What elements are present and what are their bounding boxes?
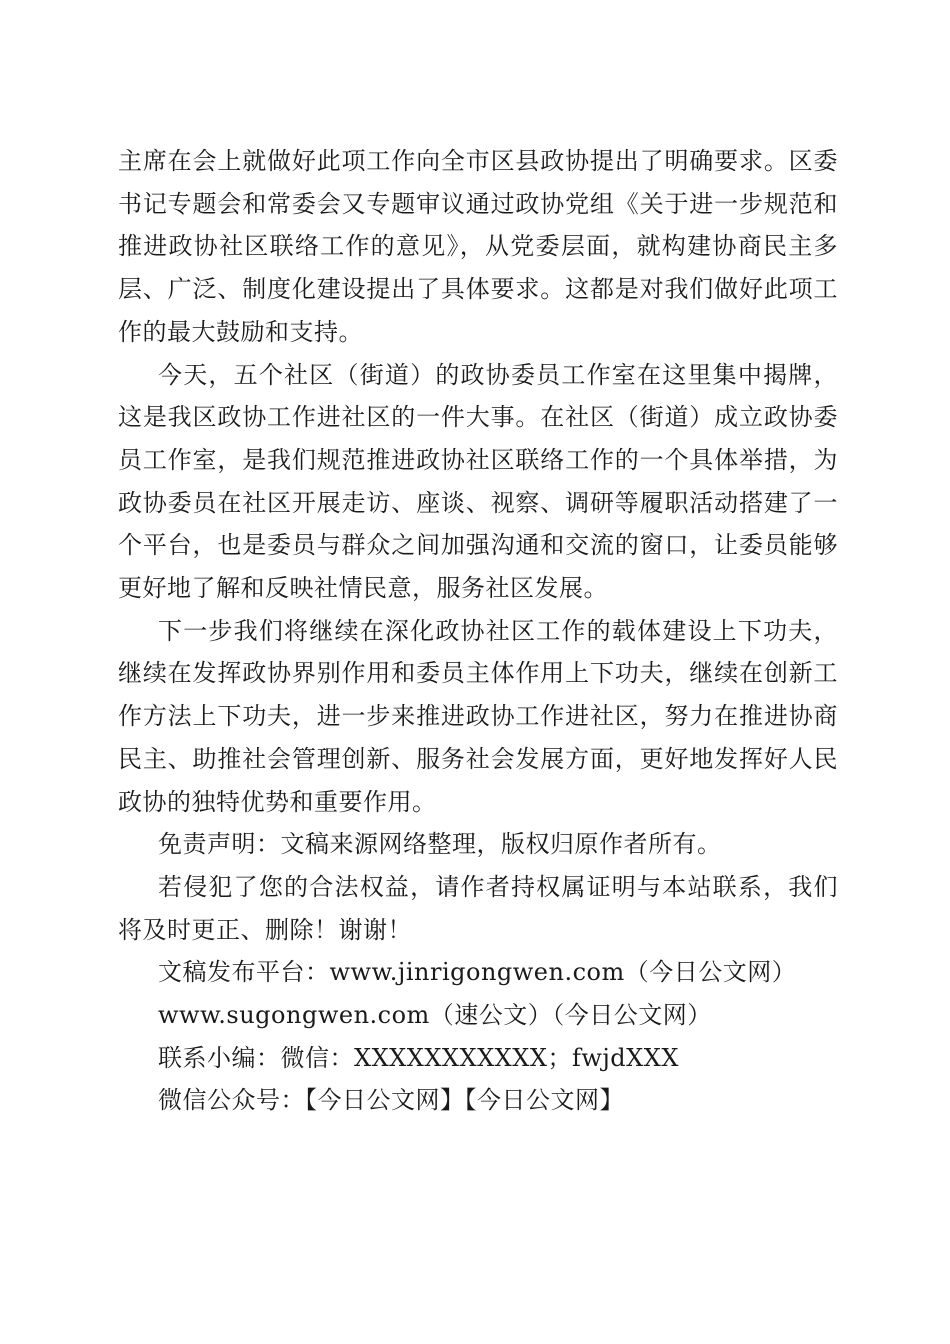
paragraph-continued-requirements: 主席在会上就做好此项工作向全市区县政协提出了明确要求。区委书记专题会和常委会又专题审议通过政协党组《关于进一步规范和推进政协社区联络工作的意见》，从党委层面，就构建协商民主多层、广泛、制度化建设提出了具体要求。这都是对我们做好此项工作的最大鼓励和支持。 — [118, 147, 838, 346]
footer-platform-line: 文稿发布平台：www.jinrigongwen.com（今日公文网） — [158, 958, 797, 987]
footer-website-line: www.sugongwen.com（速公文）（今日公文网） — [158, 1001, 712, 1030]
paragraph-infringement-notice: 若侵犯了您的合法权益，请作者持权属证明与本站联系，我们将及时更正、删除！谢谢！ — [118, 872, 838, 944]
paragraph-disclaimer: 免责声明：文稿来源网络整理，版权归原作者所有。 — [158, 830, 722, 859]
document-page — [118, 140, 838, 1122]
paragraph-next-steps: 下一步我们将继续在深化政协社区工作的载体建设上下功夫，继续在发挥政协界别作用和委员主体作用上下功夫，继续在创新工作方法上下功夫，进一步来推进政协工作进社区，努力在推进协商民主、助推社会管理创新、服务社会发展方面，更好地发挥好人民政协的独特优势和重要作用。 — [118, 616, 838, 816]
paragraph-studio-unveiling: 今天，五个社区（街道）的政协委员工作室在这里集中揭牌，这是我区政协工作进社区的一件大事。在社区（街道）成立政协委员工作室，是我们规范推进政协社区联络工作的一个具体举措，为政协委员在社区开展走访、座谈、视察、调研等履职活动搭建了一个平台，也是委员与群众之间加强沟通和交流的窗口，让委员能够更好地了解和反映社情民意，服务社区发展。 — [118, 360, 838, 603]
footer-wechat-line: 微信公众号：【今日公文网】【今日公文网】 — [158, 1086, 624, 1115]
footer-contact-line: 联系小编：微信：XXXXXXXXXXX；fwjdXXX — [158, 1043, 679, 1072]
